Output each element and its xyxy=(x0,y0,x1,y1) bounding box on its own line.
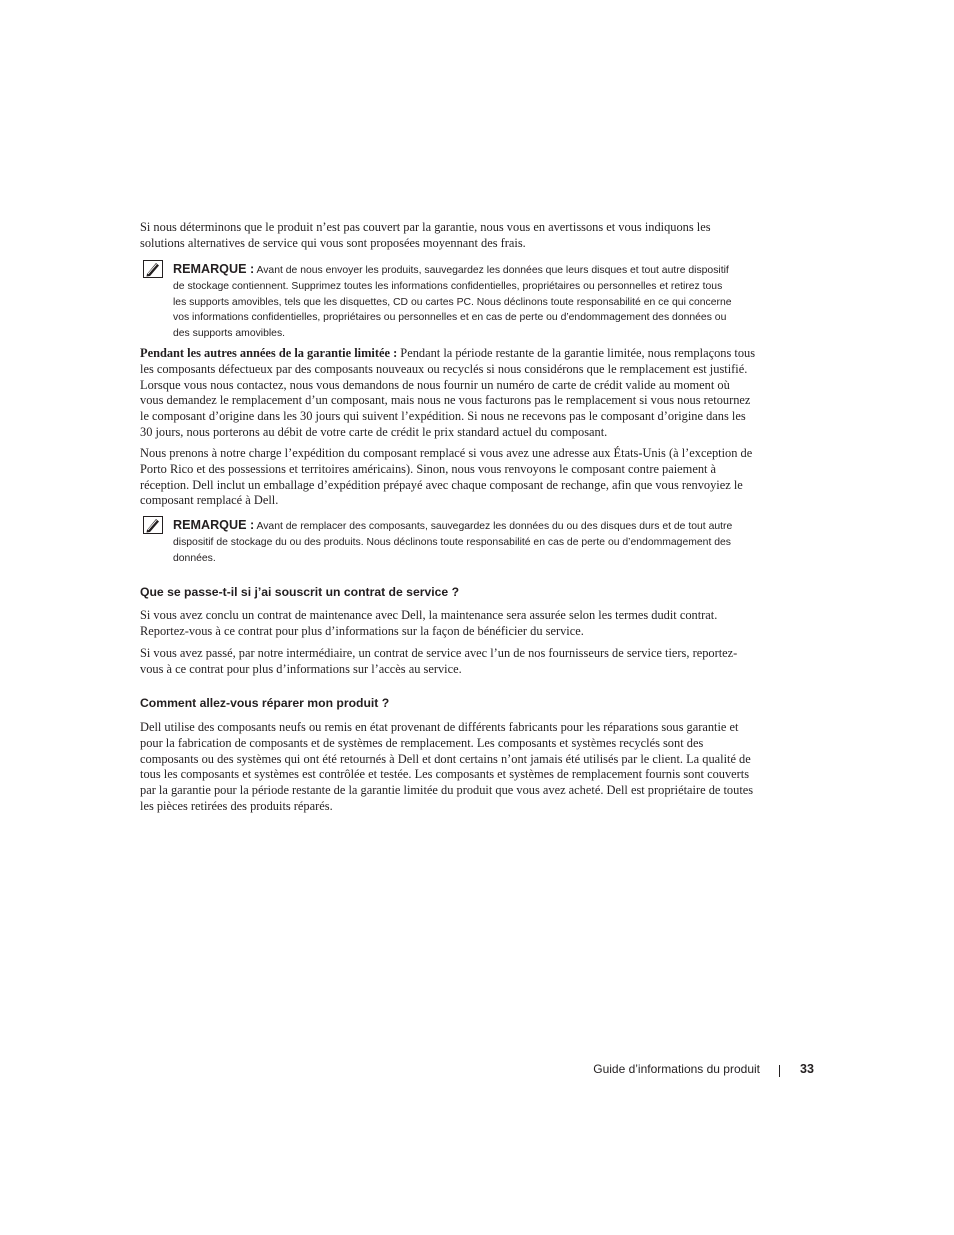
heading-service-contract: Que se passe-t-il si j’ai souscrit un contrat de service ? xyxy=(140,585,460,599)
heading-how-repair: Comment allez-vous réparer mon produit ? xyxy=(140,696,390,710)
note-body: Avant de nous envoyer les produits, sauvegardez les données que leurs disques et tout autre dispositif de stockage contiennent. Supprimez toutes les informations confidentielles, propriétaires ou personnelles et retirez tous les supports amovibles, tels que les disquettes, CD ou cartes PC. Nous déclinons toute responsabilité en ce qui concerne vos informations confidentielles, propriétaires ou personnelles et en cas de perte ou d’endommagement des données ou des supports amovibles. xyxy=(173,265,732,340)
pencil-note-icon xyxy=(143,260,163,278)
paragraph-third-party-contract: Si vous avez passé, par notre intermédiaire, un contrat de service avec l’un de nos fournisseurs de service tiers, reportez-vous à ce contrat pour plus d’informations sur l’accès au service. xyxy=(140,646,738,676)
footer-separator xyxy=(779,1065,780,1077)
page-number: 33 xyxy=(800,1062,814,1076)
note-label: REMARQUE : xyxy=(173,262,255,276)
paragraph-maintenance-contract: Si vous avez conclu un contrat de maintenance avec Dell, la maintenance sera assurée selon les termes dudit contrat. Reportez-vous à ce contrat pour plus d’informations sur la façon de bénéficier du service. xyxy=(140,608,718,638)
footer-guide-title: Guide d’informations du produit xyxy=(593,1062,760,1076)
paragraph-shipping: Nous prenons à notre charge l’expédition du composant remplacé si vous avez une adresse aux États-Unis (à l’exception de Porto Rico et des possessions et territoires américains). Sinon, nous vous renvoyons le composant contre paiement à réception. Dell inclut un emballage d’expédition prépayé avec chaque composant de rechange, afin que vous renvoyiez le composant remplacé à Dell. xyxy=(140,446,753,508)
paragraph-body: Pendant la période restante de la garantie limitée, nous remplaçons tous les composants défectueux par des composants nouveaux ou recyclés si nous considérons que le remplacement est justifié. Lorsque vous nous contactez, nous vous demandons de nous fournir un numéro de carte de crédit valide au moment où vous demandez le remplacement d’un composant, mais nous ne vous facturons pas le remplacement si vous nous retournez le composant d’origine dans les 30 jours qui suivent l’expédition. Si nous ne recevons pas le composant d’origine dans les 30 jours, nous porterons au débit de votre carte de crédit le prix standard actuel du composant. xyxy=(140,346,756,439)
note-label: REMARQUE : xyxy=(173,518,255,532)
paragraph-not-covered: Si nous déterminons que le produit n’est pas couvert par la garantie, nous vous en avertissons et vous indiquons les solutions alternatives de service qui vous sont proposées moyennant des frais. xyxy=(140,220,711,250)
note-body: Avant de remplacer des composants, sauvegardez les données du ou des disques durs et de tout autre dispositif de stockage du ou des produits. Nous déclinons toute responsabilité en cas de perte ou d’endommagement des données. xyxy=(173,521,733,564)
paragraph-repair-components: Dell utilise des composants neufs ou remis en état provenant de différents fabricants pour les réparations sous garantie et pour la fabrication de composants et de systèmes de remplacement. Les composants et systèmes recyclés sont des composants ou des systèmes qui ont été retournés à Dell et dont certains n’ont jamais été utilisés par le client. La qualité de tous les composants et systèmes est contrôlée et testée. Les composants et systèmes de remplacement fournis sont couverts par la garantie pour la période restante de la garantie limitée du produit que vous avez acheté. Dell est propriétaire de toutes les pièces retirées des produits réparés. xyxy=(140,720,754,813)
paragraph-remaining-years xyxy=(140,346,756,441)
paragraph-lead: Pendant les autres années de la garantie limitée : xyxy=(140,346,398,360)
pencil-note-icon xyxy=(143,516,163,534)
